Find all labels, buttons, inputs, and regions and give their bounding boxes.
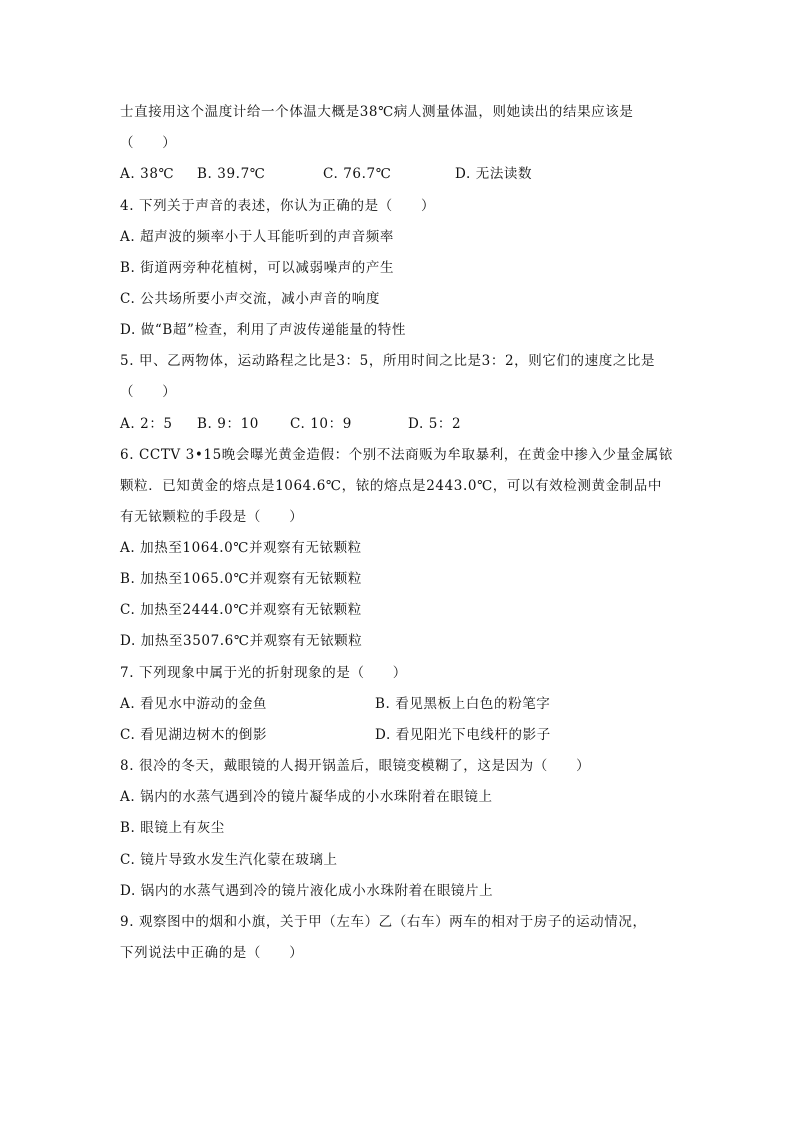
q5-option-a: A. 2：5 [120,416,173,432]
q4-option-a: A. 超声波的频率小于人耳能听到的声音频率 [120,229,394,245]
q6-option-d: D. 加热至3507.6℃并观察有无铱颗粒 [120,633,363,649]
q3-option-a: A. 38℃ [120,166,175,182]
q5-option-b: B. 9：10 [197,416,259,432]
q4-option-c: C. 公共场所要小声交流，减小声音的响度 [120,291,380,307]
q7-option-a: A. 看见水中游动的金鱼 [120,696,268,712]
q8-option-d: D. 锅内的水蒸气遇到冷的镜片液化成小水珠附着在眼镜片上 [120,883,494,899]
q4-option-d: D. 做“B超”检查，利用了声波传递能量的特性 [120,322,406,338]
q3-stem-continuation: 士直接用这个温度计给一个体温大概是38℃病人测量体温，则她读出的结果应该是 [120,104,634,120]
q5-answer-paren: （ ） [120,384,177,400]
q5-stem: 5. 甲、乙两物体，运动路程之比是3：5，所用时间之比是3：2，则它们的速度之比是 [120,353,656,369]
q8-option-c: C. 镜片导致水发生汽化蒙在玻璃上 [120,852,338,868]
q7-option-d: D. 看见阳光下电线杆的影子 [375,727,551,743]
q3-answer-paren: （ ） [120,135,177,151]
q9-stem-line1: 9. 观察图中的烟和小旗，关于甲（左车）乙（右车）两车的相对于房子的运动情况， [120,914,647,930]
q6-option-a: A. 加热至1064.0℃并观察有无铱颗粒 [120,540,362,556]
q4-option-b: B. 街道两旁种花植树，可以减弱噪声的产生 [120,260,395,276]
q6-option-b: B. 加热至1065.0℃并观察有无铱颗粒 [120,571,362,587]
q6-stem-line1: 6. CCTV 3•15晚会曝光黄金造假：个别不法商贩为牟取暴利，在黄金中掺入少量金属铱 [120,447,674,463]
q3-option-c: C. 76.7℃ [323,166,392,182]
q8-option-b: B. 眼镜上有灰尘 [120,820,225,836]
q4-stem: 4. 下列关于声音的表述，你认为正确的是（ ） [120,198,436,214]
q8-stem: 8. 很冷的冬天，戴眼镜的人揭开锅盖后，眼镜变模糊了，这是因为（ ） [120,758,591,774]
q8-option-a: A. 锅内的水蒸气遇到冷的镜片凝华成的小水珠附着在眼镜上 [120,789,493,805]
q5-option-d: D. 5：2 [408,416,462,432]
q7-option-c: C. 看见湖边树木的倒影 [120,727,268,743]
q7-stem: 7. 下列现象中属于光的折射现象的是（ ） [120,665,407,681]
q6-option-c: C. 加热至2444.0℃并观察有无铱颗粒 [120,602,362,618]
q9-stem-line2: 下列说法中正确的是（ ） [120,945,304,961]
q3-option-d: D. 无法读数 [455,166,533,182]
q6-stem-line3: 有无铱颗粒的手段是（ ） [120,509,304,525]
q7-option-b: B. 看见黑板上白色的粉笔字 [375,696,551,712]
q5-option-c: C. 10：9 [290,416,352,432]
q6-stem-line2: 颗粒．已知黄金的熔点是1064.6℃，铱的熔点是2443.0℃，可以有效检测黄金制品中 [120,478,662,494]
q3-option-b: B. 39.7℃ [197,166,266,182]
